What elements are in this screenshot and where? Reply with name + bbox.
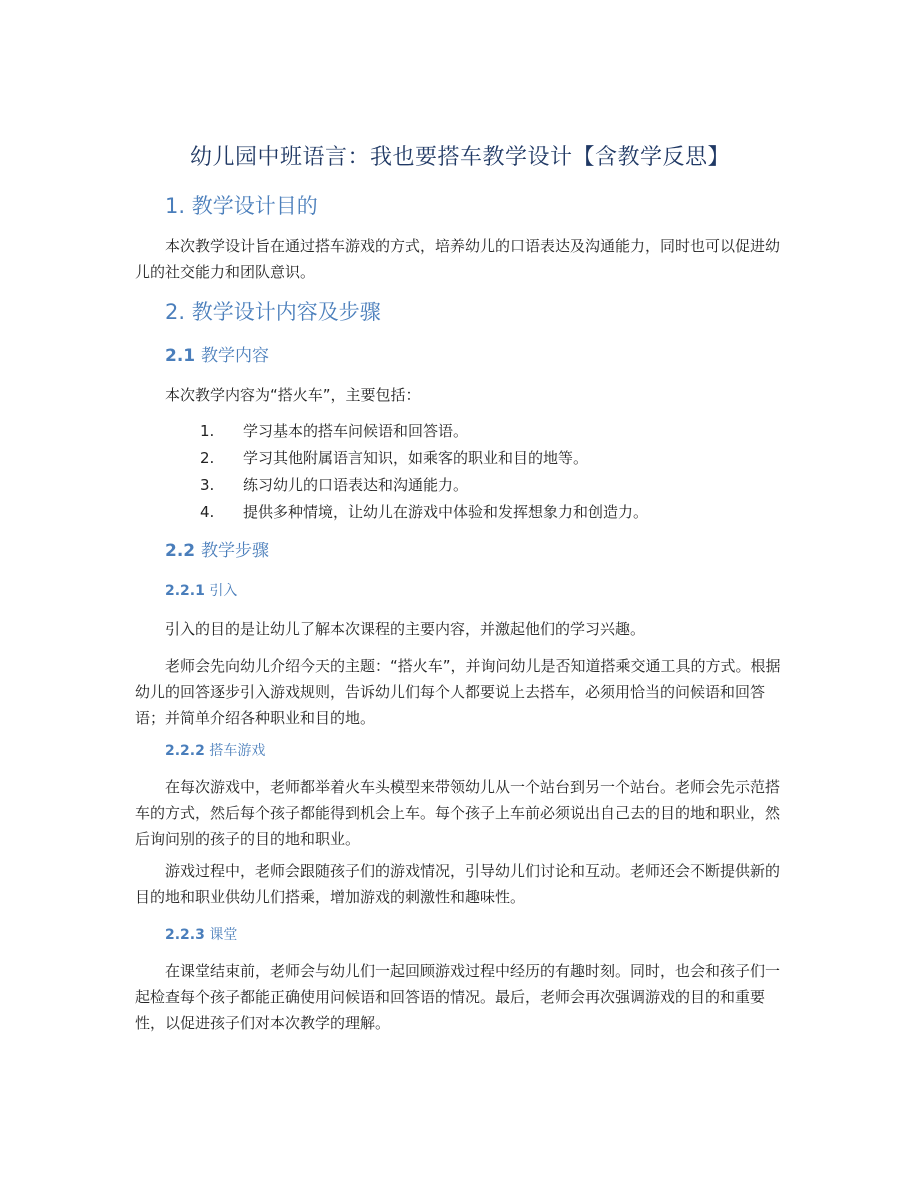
content-list: [200, 418, 648, 526]
section-1-heading: 1. 教学设计目的: [165, 194, 318, 218]
list-item: [200, 418, 648, 445]
list-item: [200, 445, 648, 472]
paragraph-text: 游戏过程中，老师会跟随孩子们的游戏情况，引导幼儿们讨论和互动。老师还会不断提供新的目的地和职业供幼儿们搭乘，增加游戏的刺激性和趣味性。: [135, 862, 781, 906]
paragraph-text: 引入的目的是让幼儿了解本次课程的主要内容，并激起他们的学习兴趣。: [165, 620, 646, 638]
list-item: [200, 472, 648, 499]
paragraph-text: 在每次游戏中，老师都举着火车头模型来带领幼儿从一个站台到另一个站台。老师会先示范搭车的方式，然后每个孩子都能得到机会上车。每个孩子上车前必须说出自己去的目的地和职业，然后询问别的孩子的目的地和职业。: [135, 778, 781, 848]
list-number: 4.: [200, 503, 215, 521]
step-2-2-3-heading: [165, 924, 237, 946]
document-title: 幼儿园中班语言：我也要搭车教学设计【含教学反思】: [189, 145, 730, 170]
step-2-2-1-paragraph-2: [135, 653, 785, 731]
step-2-2-1-paragraph-1: [135, 616, 785, 642]
paragraph-text: 本次教学设计旨在通过搭车游戏的方式，培养幼儿的口语表达及沟通能力，同时也可以促进幼儿的社交能力和团队意识。: [135, 237, 781, 281]
heading-title: 教学步骤: [201, 541, 270, 561]
heading-number: 2.2.2: [165, 743, 205, 759]
step-2-2-2-paragraph-2: [135, 858, 785, 910]
step-2-2-2-paragraph-1: [135, 774, 785, 852]
heading-title: 课堂: [209, 927, 238, 943]
list-text: 提供多种情境，让幼儿在游戏中体验和发挥想象力和创造力。: [243, 503, 649, 521]
list-text: 学习基本的搭车问候语和回答语。: [243, 422, 469, 440]
list-number: 1.: [200, 422, 215, 440]
paragraph-text: 在课堂结束前，老师会与幼儿们一起回顾游戏过程中经历的有趣时刻。同时，也会和孩子们一起检查每个孩子都能正确使用问候语和回答语的情况。最后，老师会再次强调游戏的目的和重要性，以促进孩子们对本次教学的理解。: [135, 962, 781, 1032]
step-2-2-3-paragraph-1: [135, 958, 785, 1036]
heading-title: 引入: [209, 583, 238, 599]
list-item: [200, 499, 648, 526]
subsection-2-2-heading: [165, 538, 269, 564]
content-intro: 本次教学内容为“搭火车”，主要包括：: [165, 386, 421, 404]
paragraph-text: 老师会先向幼儿介绍今天的主题：“搭火车”，并询问幼儿是否知道搭乘交通工具的方式。根据幼儿的回答逐步引入游戏规则，告诉幼儿们每个人都要说上去搭车，必须用恰当的问候语和回答语；并简单介绍各种职业和目的地。: [135, 657, 781, 727]
heading-title: 教学内容: [201, 346, 270, 366]
list-text: 练习幼儿的口语表达和沟通能力。: [243, 476, 469, 494]
heading-number: 2.1: [165, 346, 196, 366]
list-text: 学习其他附属语言知识，如乘客的职业和目的地等。: [243, 449, 589, 467]
heading-number: 2.2.3: [165, 927, 205, 943]
step-2-2-1-heading: [165, 580, 237, 602]
subsection-2-1-heading: [165, 343, 269, 369]
list-number: 3.: [200, 476, 215, 494]
section-2-heading: 2. 教学设计内容及步骤: [165, 300, 381, 324]
heading-title: 搭车游戏: [209, 743, 266, 759]
list-number: 2.: [200, 449, 215, 467]
heading-number: 2.2.1: [165, 583, 205, 599]
heading-number: 2.2: [165, 541, 196, 561]
section-1-paragraph: [135, 233, 785, 285]
step-2-2-2-heading: [165, 740, 265, 762]
